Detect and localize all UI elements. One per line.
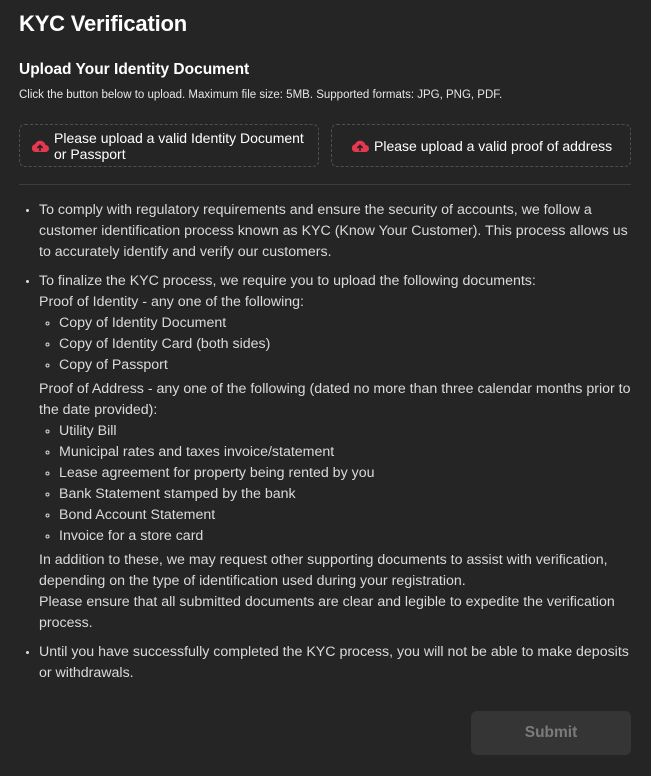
additional-documents-text: In addition to these, we may request other supporting documents to assist with verification, depending on the type of identification used during your registration. [39,552,608,589]
divider [19,184,631,185]
restriction-text: Until you have successfully completed the KYC process, you will not be able to make deposits or withdrawals. [39,644,629,681]
list-item: ◦ Municipal rates and taxes invoice/statement [59,442,631,463]
section-subtitle: Upload Your Identity Document [19,61,250,78]
cloud-upload-icon [350,138,370,154]
list-item: ◦ Invoice for a store card [59,526,631,547]
list-item: ◦ Bond Account Statement [59,505,631,526]
kyc-information [19,200,631,692]
identity-document-list [39,313,631,376]
intro-text: To comply with regulatory requirements and ensure the security of accounts, we follow a customer identification process known as KYC (Know Your Customer). This process allows us to accurately identify and verify our customers. [39,202,628,260]
address-document-list [39,421,631,547]
submit-button[interactable]: Submit [471,711,631,755]
upload-hint: Click the button below to upload. Maximum file size: 5MB. Supported formats: JPG, PNG, PDF. [19,89,503,101]
page-title: KYC Verification [19,11,187,36]
list-item: ◦ Copy of Passport [59,355,631,376]
list-item: ◦ Copy of Identity Document [59,313,631,334]
upload-identity-button[interactable] [19,124,319,167]
upload-identity-label: Please upload a valid Identity Document or Passport [54,129,304,162]
upload-address-label: Please upload a valid proof of address [374,137,613,154]
identity-heading: Proof of Identity - any one of the following: [39,294,304,310]
address-heading: Proof of Address - any one of the following (dated no more than three calendar months prior to the date provided): [39,381,631,418]
docs-lead-text: • To finalize the KYC process, we require you to upload the following documents: [39,273,536,289]
list-item [39,271,631,634]
list-item [39,200,631,263]
info-list [19,200,631,684]
list-item: ◦ Copy of Identity Card (both sides) [59,334,631,355]
upload-address-button[interactable] [331,124,631,167]
cloud-upload-icon [30,138,50,154]
list-item: ◦ Lease agreement for property being rented by you [59,463,631,484]
list-item: ◦ Utility Bill [59,421,631,442]
list-item [39,642,631,684]
list-item: ◦ Bank Statement stamped by the bank [59,484,631,505]
clarity-text: Please ensure that all submitted documents are clear and legible to expedite the verification process. [39,594,615,631]
